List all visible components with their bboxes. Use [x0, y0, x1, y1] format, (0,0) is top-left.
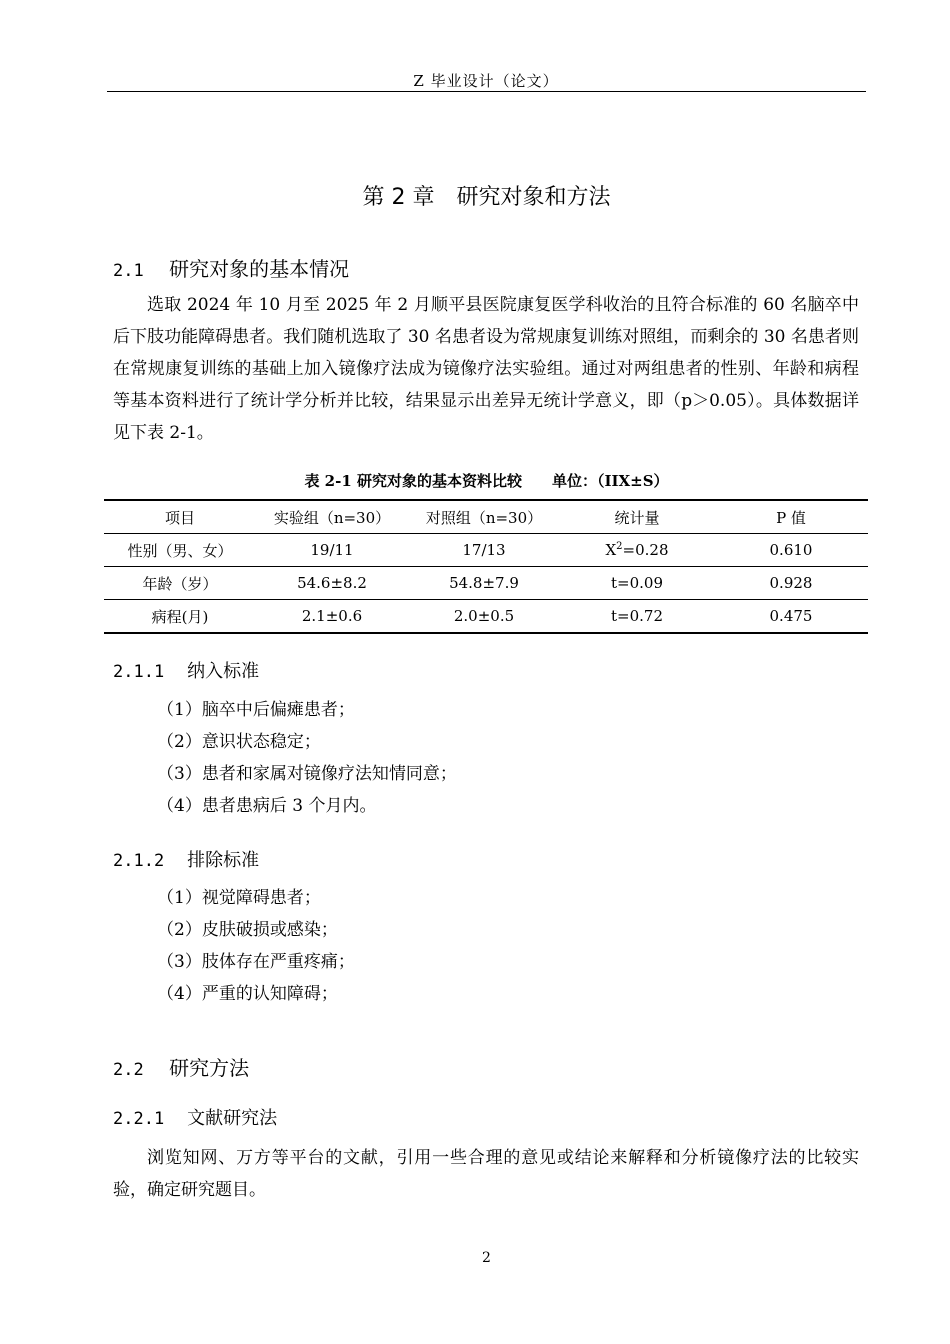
cell-stat: t=0.09	[611, 574, 663, 592]
section-2-2-heading	[113, 1052, 249, 1081]
table-row	[104, 567, 868, 600]
cell-item: 年龄（岁）	[142, 574, 218, 593]
table-row	[104, 534, 868, 567]
section-2-2-1-paragraph: 浏览知网、万方等平台的文献，引用一些合理的意见或结论来解释和分析镜像疗法的比较实验，确定研究题目。	[113, 1148, 859, 1200]
section-number: 2.1.2	[113, 851, 165, 871]
cell-exp: 2.1±0.6	[301, 607, 363, 625]
table-header-row	[104, 500, 868, 534]
section-title: 研究方法	[169, 1056, 250, 1080]
cell-ctrl: 2.0±0.5	[453, 607, 515, 625]
table-caption-text: 表 2-1 研究对象的基本资料比较	[304, 472, 522, 490]
cell-p: 0.610	[769, 541, 813, 559]
list-item: （1）脑卒中后偏瘫患者；	[157, 700, 355, 720]
col-header: 实验组（n=30）	[273, 508, 391, 527]
list-item: （2）皮肤破损或感染；	[157, 920, 338, 940]
section-title: 排除标准	[187, 850, 260, 871]
list-item: （3）肢体存在严重疼痛；	[157, 952, 355, 972]
section-title: 文献研究法	[187, 1108, 278, 1129]
col-header: P 值	[776, 508, 806, 527]
cell-ctrl: 17/13	[462, 541, 506, 559]
section-title: 纳入标准	[187, 661, 260, 682]
inclusion-list	[157, 694, 457, 822]
col-header: 项目	[164, 508, 195, 527]
page-header: Z 毕业设计（论文）	[413, 72, 559, 90]
section-2-2-1-heading	[113, 1104, 277, 1130]
list-item: （2）意识状态稳定；	[157, 732, 321, 752]
cell-item: 性别（男、女）	[127, 541, 233, 560]
section-number: 2.1.1	[113, 662, 165, 682]
table-row	[104, 600, 868, 634]
table-unit: 单位：（ΙΙX±S）	[551, 472, 669, 490]
page-number: 2	[482, 1250, 491, 1266]
section-2-1-2-heading	[113, 846, 259, 872]
col-header: 对照组（n=30）	[425, 508, 543, 527]
section-number: 2.1	[113, 261, 144, 281]
section-2-1-1-heading	[113, 657, 259, 683]
cell-item: 病程(月)	[151, 607, 209, 626]
table-caption	[0, 470, 950, 491]
header-rule	[107, 91, 866, 92]
list-item: （3）患者和家属对镜像疗法知情同意；	[157, 764, 457, 784]
cell-exp: 19/11	[310, 541, 354, 559]
data-table	[104, 499, 868, 634]
section-2-1-heading	[113, 253, 349, 282]
chapter-title: 第 2 章 研究对象和方法	[362, 185, 611, 210]
section-number: 2.2.1	[113, 1109, 165, 1129]
list-item: （4）严重的认知障碍；	[157, 984, 338, 1004]
cell-stat: t=0.72	[611, 607, 663, 625]
cell-p: 0.928	[769, 574, 813, 592]
col-header: 统计量	[614, 508, 660, 527]
list-item: （1）视觉障碍患者；	[157, 888, 321, 908]
section-number: 2.2	[113, 1060, 144, 1080]
cell-exp: 54.6±8.2	[297, 574, 367, 592]
stat-base: X	[605, 541, 617, 559]
section-2-1-paragraph: 选取 2024 年 10 月至 2025 年 2 月顺平县医院康复医学科收治的且符合标准的 60 名脑卒中后下肢功能障碍患者。我们随机选取了 30 名患者设为常规康复训练对照组，而剩余的 30 名患者则在常规康复训练的基础上加入镜像疗法成为镜像疗法实验组。通过对两组患者的性别、年龄和病程等基本资料进行了统计学分析并比较，结果显示出差异无统计学意义，即（p＞0.05）。具体数据详见下表 2-1。	[113, 295, 859, 443]
cell-stat	[560, 534, 714, 567]
exclusion-list	[157, 882, 355, 1010]
stat-superscript: 2	[616, 541, 623, 552]
cell-p: 0.475	[769, 607, 813, 625]
list-item: （4）患者患病后 3 个月内。	[157, 796, 377, 816]
stat-value: =0.28	[622, 541, 669, 559]
cell-ctrl: 54.8±7.9	[449, 574, 519, 592]
section-title: 研究对象的基本情况	[169, 257, 350, 281]
